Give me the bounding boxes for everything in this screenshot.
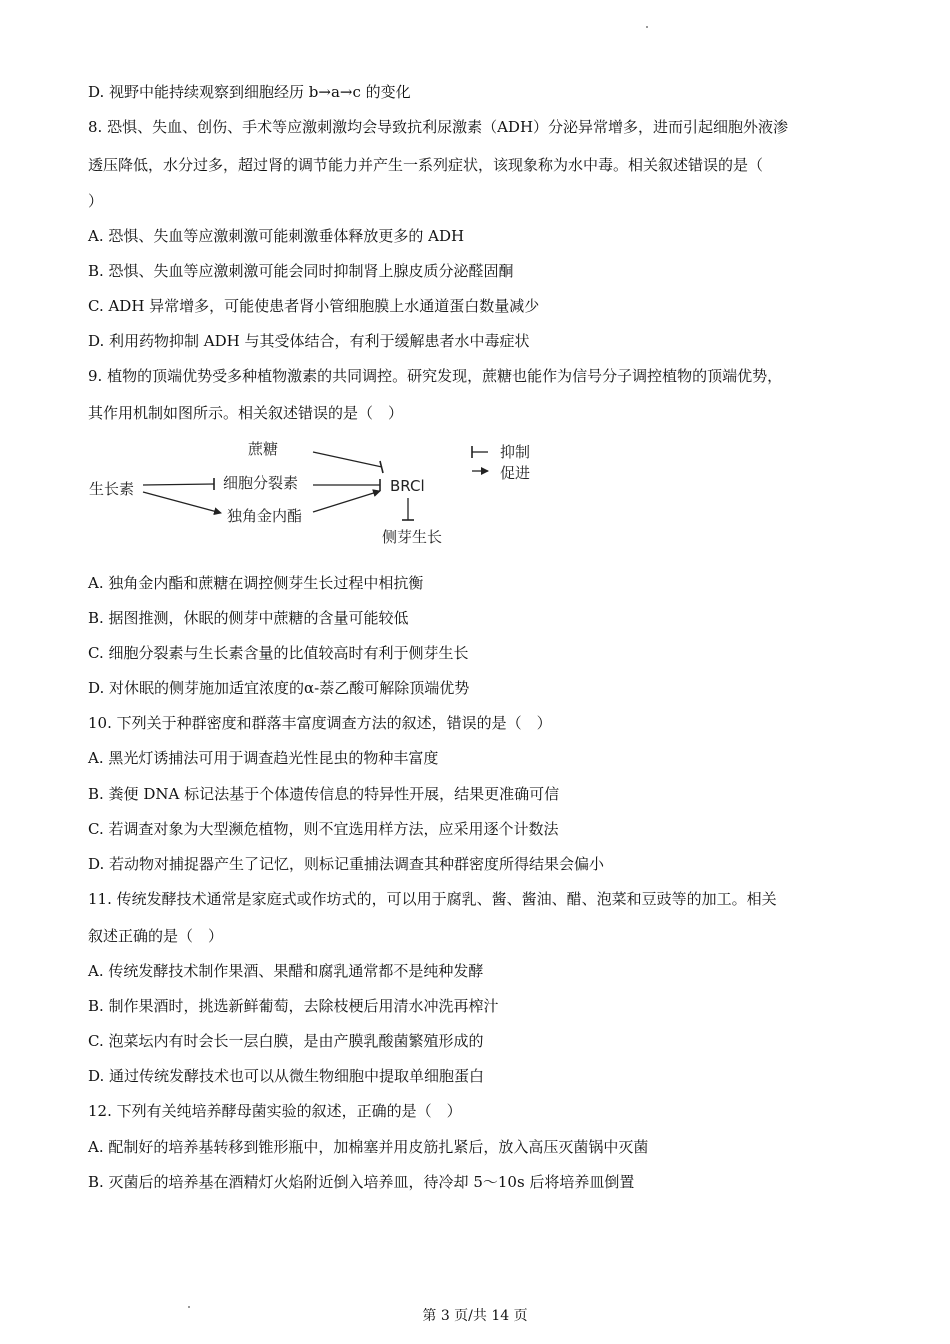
question-12-stem: 12. 下列有关纯培养酵母菌实验的叙述，正确的是（ ） [88,1102,462,1120]
option-10b: B. 粪便 DNA 标记法基于个体遗传信息的特异性开展，结果更准确可信 [88,785,560,803]
option-8c: C. ADH 异常增多，可能使患者肾小管细胞膜上水通道蛋白数量减少 [88,297,540,315]
option-11c: C. 泡菜坛内有时会长一层白膜，是由产膜乳酸菌繁殖形成的 [88,1032,484,1050]
question-11-stem-1: 11. 传统发酵技术通常是家庭式或作坊式的，可以用于腐乳、酱、酱油、醋、泡菜和豆豉等的加工。相关 [88,890,777,908]
hormone-regulation-diagram [80,432,560,552]
option-8b: B. 恐惧、失血等应激刺激可能会同时抑制肾上腺皮质分泌醛固酮 [88,262,514,280]
legend-inhibit-label: 抑制 [500,443,531,461]
question-10-stem: 10. 下列关于种群密度和群落丰富度调查方法的叙述，错误的是（ ） [88,714,552,732]
option-9a: A. 独角金内酯和蔗糖在调控侧芽生长过程中相抗衡 [88,574,424,592]
option-12a: A. 配制好的培养基转移到锥形瓶中，加棉塞并用皮筋扎紧后，放入高压灭菌锅中灭菌 [88,1138,649,1156]
label-auxin: 生长素 [89,480,135,498]
label-cytokinin: 细胞分裂素 [223,474,299,492]
option-7d: D. 视野中能持续观察到细胞经历 b→a→c 的变化 [88,83,411,101]
option-9c: C. 细胞分裂素与生长素含量的比值较高时有利于侧芽生长 [88,644,469,662]
option-11a: A. 传统发酵技术制作果酒、果醋和腐乳通常都不是纯种发酵 [88,962,484,980]
question-9-stem-2: 其作用机制如图所示。相关叙述错误的是（ ） [88,404,404,422]
option-8d: D. 利用药物抑制 ADH 与其受体结合，有利于缓解患者水中毒症状 [88,332,530,350]
label-lateral-bud: 侧芽生长 [382,528,443,546]
page-number: 第 3 页/共 14 页 [422,1308,528,1324]
option-11d: D. 通过传统发酵技术也可以从微生物细胞中提取单细胞蛋白 [88,1067,485,1085]
label-strigolactone: 独角金内酯 [227,507,303,525]
option-10c: C. 若调查对象为大型濒危植物，则不宜选用样方法，应采用逐个计数法 [88,820,559,838]
edge-strigolactone-brc1 [313,491,380,512]
option-11b: B. 制作果酒时，挑选新鲜葡萄，去除枝梗后用清水冲洗再榨汁 [88,997,499,1015]
option-9d: D. 对休眠的侧芽施加适宜浓度的α-萘乙酸可解除顶端优势 [88,679,470,697]
question-11-stem-2: 叙述正确的是（ ） [88,927,224,945]
label-sucrose: 蔗糖 [248,440,279,458]
question-9-stem-1: 9. 植物的顶端优势受多种植物激素的共同调控。研究发现，蔗糖也能作为信号分子调控植物的顶端优势， [88,367,783,385]
option-8a: A. 恐惧、失血等应激刺激可能刺激垂体释放更多的 ADH [88,227,465,245]
scan-speck [646,26,648,28]
label-brc1: BRCl [390,477,425,495]
edge-sucrose-brc1 [313,452,382,467]
question-8-stem-2: 透压降低，水分过多，超过肾的调节能力并产生一系列症状，该现象称为水中毒。相关叙述错误的是（ [88,156,764,174]
legend-promote-label: 促进 [500,464,531,482]
option-10d: D. 若动物对捕捉器产生了记忆，则标记重捕法调查其种群密度所得结果会偏小 [88,855,605,873]
option-9b: B. 据图推测，休眠的侧芽中蔗糖的含量可能较低 [88,609,409,627]
option-12b: B. 灭菌后的培养基在酒精灯火焰附近倒入培养皿，待冷却 5～10s 后将培养皿倒置 [88,1173,635,1191]
edge-auxin-strigolactone [143,492,221,513]
question-8-stem-3: ） [88,192,104,210]
question-8-stem-1: 8. 恐惧、失血、创伤、手术等应激刺激均会导致抗利尿激素（ADH）分泌异常增多，进而引起细胞外液渗 [88,118,789,136]
option-10a: A. 黑光灯诱捕法可用于调查趋光性昆虫的物种丰富度 [88,749,439,767]
edge-auxin-cytokinin [143,484,214,485]
